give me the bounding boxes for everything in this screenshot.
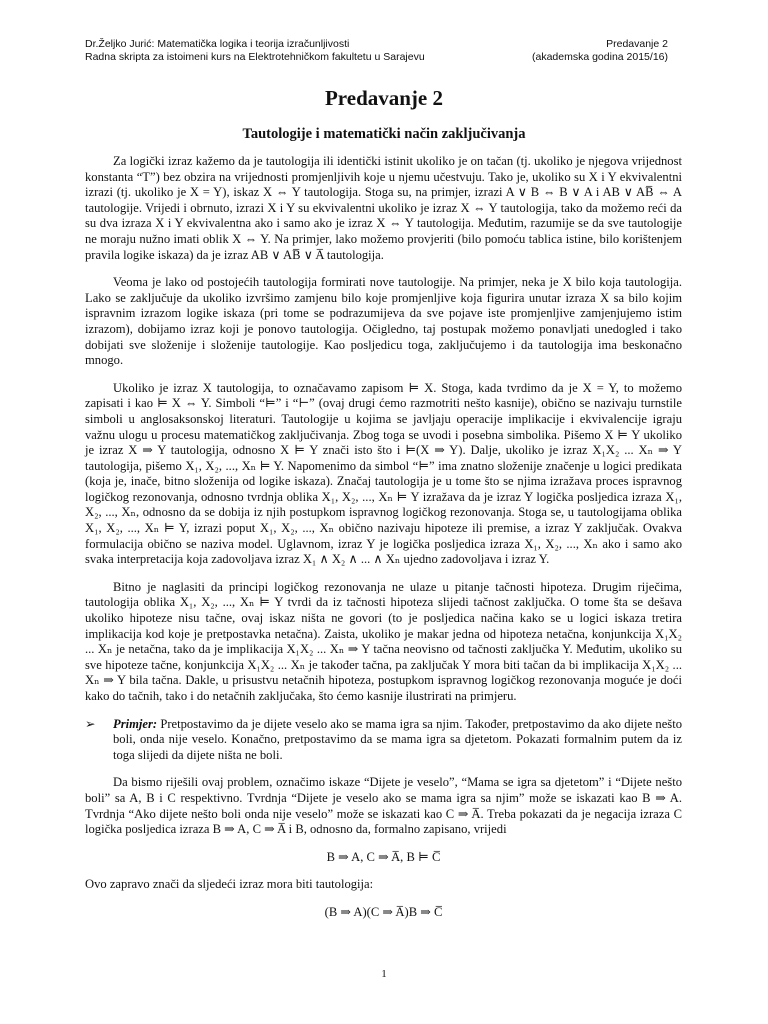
section-title: Tautologije i matematički način zaključivanja <box>242 126 526 142</box>
header-script-note: Radna skripta za istoimeni kurs na Elektrotehničkom fakultetu u Sarajevu <box>85 51 425 63</box>
header-left <box>85 38 425 64</box>
header-academic-year: (akademska godina 2015/16) <box>531 51 668 63</box>
header-lecture: Predavanje 2 <box>606 38 668 50</box>
formula: B ⇒ A, C ⇒ A̅, B ⊨ C̅ <box>326 849 441 864</box>
paragraph: Da bismo riješili ovaj problem, označimo iskaze “Dijete je veselo”, “Mama se igra sa djetetom” i “Dijete nešto boli” sa A, B i C respektivno. Tvrdnja “Dijete je veselo ako se mama igra sa njim” može se iskazati kao B ⇒ A. Tvrdnja “Ako dijete nešto boli onda nije veselo” može se iskazati kao C ⇒ A̅. Treba pokazati da je negacija izraza C logička posljedica izraza B ⇒ A, C ⇒ A̅ i B, odnosno da, formalno zapisano, vrijedi <box>85 775 682 837</box>
page-number: 1 <box>381 968 387 980</box>
paragraph: Ukoliko je izraz X tautologija, to označavamo zapisom ⊨ X. Stoga, kada tvrdimo da je X = Y, to možemo zapisati i kao ⊨ X ⇔ Y. Simboli “⊨” i “⊢” (ovaj drugi ćemo razmotriti nešto kasnije), obično se nazivaju turnstile simboli u anglosaksonskoj literaturi. Tautologije u kojima se javljaju operacije implikacije i ekvivalencije igraju važnu ulogu u procesu matematičkog zaključivanja. Zbog toga se uvodi i posebna simbolika. Pišemo X ⊨ Y ukoliko je izraz X ⇒ Y tautologija, odnosno X ⊨ Y znači isto što i ⊨(X ⇒ Y). Dalje, ukoliko je izraz X₁X₂ ... Xₙ ⇒ Y tautologija, pišemo X₁, X₂, ..., Xₙ ⊨ Y. Napomenimo da simbol “⊨” ima znatno složenije značenje u logici predikata (koja je, inače, bitno složenija od logike iskaza). Značaj tautologija je u tome što se njima izražava proces ispravnog logičkog rezonovanja, odnosno tvrdnja oblika X₁, X₂, ..., Xₙ ⊨ Y izražava da je izraz Y logička posljedica izraza X₁, X₂, ..., Xₙ, odnosno da se dobija iz njih postupkom ispravnog logičkog rezonovanja. Stoga se, u tautologijama oblika X₁, X₂, ..., Xₙ ⊨ Y, izrazi poput X₁, X₂, ..., Xₙ obično nazivaju hipoteze ili premise, a izraz Y zaključak. Ovakva formulacija obično se naziva model. Uglavnom, izraz Y je logička posljedica izraza X₁, X₂, ..., Xₙ ako i samo ako svaka interpretacija koja zadovoljava izraz X₁ ∧ X₂ ∧ ... ∧ Xₙ ujedno zadovoljava i izraz Y. <box>85 380 682 567</box>
example-lead: Primjer: <box>113 716 158 731</box>
header-right <box>532 38 668 64</box>
example-text: Pretpostavimo da je dijete veselo ako se mama igra sa njim. Također, pretpostavimo da ako dijete nešto boli, onda nije veselo. Konačno, pretpostavimo da se mama igra sa djetetom. Pokazati formalnim putem da iz toga slijedi da dijete ništa ne boli. <box>113 716 682 762</box>
arrow-bullet-icon: ➢ <box>85 716 96 731</box>
paragraph: Za logički izraz kažemo da je tautologija ili identički istinit ukoliko je on tačan (tj. ukoliko je njegova vrijednost konstanta “T”) bez obzira na vrijednosti promjenljivih koje u njemu učestvuju. Tako je, ukoliko su X i Y ekvivalentni izrazi (tj. ukoliko je X = Y), iskaz X ⇔ Y tautologija. Stoga su, na primjer, izrazi A ∨ B ⇔ B ∨ A i AB ∨ AB̅ ⇔ A tautologije. Vrijedi i obrnuto, izrazi X i Y su ekvivalentni ukoliko je izraz X ⇔ Y tautologija, tako da možemo reći da su dva izraza X i Y ekvivalentna ako i samo ako je izraz X ⇔ Y tautologija. Međutim, razumije se da sve tautologije ne moraju nužno imati oblik X ⇔ Y. Na primjer, lako možemo provjeriti (bilo pomoću tablica istine, bilo korištenjem pravila logike iskaza) da je izraz AB ∨ AB̅ ∨ A̅ tautologija. <box>85 154 682 262</box>
paragraph: Bitno je naglasiti da principi logičkog rezonovanja ne ulaze u pitanje tačnosti hipoteza. Drugim riječima, tautologija oblika X₁, X₂, ..., Xₙ ⊨ Y tvrdi da iz tačnosti hipoteza slijedi tačnost zaključka. O tome šta se dešava ukoliko hipoteze nisu tačne, ovaj iskaz ništa ne govori (to je posljedica načina kako se u logici iskaza tretira implikacija kod koje je pretpostavka netačna). Zaista, ukoliko je makar jedna od hipoteza netačna, konjunkcija X₁X₂ ... Xₙ je netačna, tako da je implikacija X₁X₂ ... Xₙ ⇒ Y tačna neovisno od tačnosti zaključka Y. Međutim, ukoliko su sve hipoteze tačne, konjunkcija X₁X₂ ... Xₙ je također tačna, pa zaključak Y mora biti tačan da bi implikacija X₁X₂ ... Xₙ ⇒ Y bila tačna. Dakle, u prisustvu netačnih hipoteza, postupkom ispravnog logičkog rezonovanja moguće je doći kako do tačnih, tako i do netačnih zaključaka, što ćemo kasnije ilustrirati na primjeru. <box>85 579 682 703</box>
page-title: Predavanje 2 <box>324 86 443 110</box>
document-body <box>85 154 682 933</box>
formula: (B ⇒ A)(C ⇒ A̅)B ⇒ C̅ <box>324 904 443 919</box>
example-bullet <box>85 717 682 764</box>
header-author-course: Dr.Željko Jurić: Matematička logika i teorija izračunljivosti <box>85 38 350 50</box>
formula-lead: Ovo zapravo znači da sljedeći izraz mora biti tautologija: <box>85 877 374 892</box>
paragraph: Veoma je lako od postojećih tautologija formirati nove tautologije. Na primjer, neka je X bilo koja tautologija. Lako se zaključuje da ukoliko izvršimo zamjenu bilo koje promjenljive koja figurira unutar izraza X sa bilo kojim ispravnim izrazom logike iskaza (pri tome se podrazumijeva da sve pojave iste promjenljive zamjenjujemo istim izrazom), dobijamo izraz koji je ponovo tautologija. Očigledno, taj postupak možemo ponavljati unedogled i tako dobijati sve složenije i složenije tautologije. Kao posljedicu toga, zaključujemo i da tautologija ima beskonačno mnogo. <box>85 275 682 368</box>
